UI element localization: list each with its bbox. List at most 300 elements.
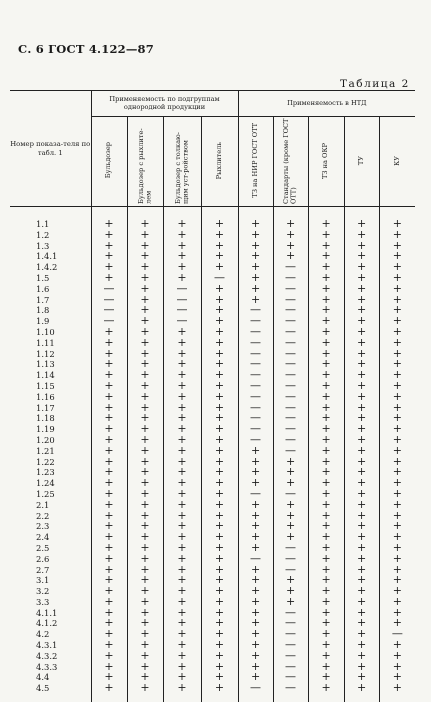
applicability-mark: — <box>273 327 308 338</box>
applicability-mark: + <box>163 251 201 262</box>
applicability-mark: + <box>344 219 379 230</box>
applicability-mark: + <box>344 359 379 370</box>
row-number: 1.16 <box>10 392 91 403</box>
applicability-mark: + <box>379 446 415 457</box>
applicability-mark: + <box>127 586 163 597</box>
applicability-mark: + <box>91 359 127 370</box>
applicability-mark: + <box>379 618 415 629</box>
applicability-mark: + <box>273 241 308 252</box>
applicability-mark: + <box>344 651 379 662</box>
applicability-mark: — <box>238 305 273 316</box>
table-row <box>10 262 415 273</box>
applicability-mark: + <box>308 349 344 360</box>
applicability-mark: + <box>238 219 273 230</box>
applicability-mark: + <box>344 467 379 478</box>
applicability-mark: + <box>379 219 415 230</box>
applicability-mark: + <box>308 219 344 230</box>
applicability-mark: + <box>163 349 201 360</box>
applicability-mark: + <box>201 478 238 489</box>
row-number: 1.5 <box>10 273 91 284</box>
applicability-mark: — <box>273 489 308 500</box>
applicability-mark: + <box>127 284 163 295</box>
applicability-mark: + <box>201 230 238 241</box>
applicability-mark: + <box>201 575 238 586</box>
applicability-mark: + <box>379 316 415 327</box>
applicability-mark: + <box>238 467 273 478</box>
applicability-mark: — <box>273 435 308 446</box>
applicability-mark: + <box>308 618 344 629</box>
applicability-mark: + <box>163 618 201 629</box>
applicability-mark: + <box>308 241 344 252</box>
applicability-mark: + <box>201 413 238 424</box>
applicability-mark: + <box>238 532 273 543</box>
applicability-mark: + <box>308 511 344 522</box>
applicability-mark: + <box>163 651 201 662</box>
applicability-mark: + <box>201 521 238 532</box>
applicability-mark: + <box>238 521 273 532</box>
applicability-mark: — <box>238 349 273 360</box>
applicability-mark: + <box>379 251 415 262</box>
row-number-header <box>10 91 91 207</box>
applicability-mark: + <box>238 457 273 468</box>
applicability-mark: + <box>344 392 379 403</box>
applicability-mark: + <box>308 467 344 478</box>
applicability-mark: + <box>308 327 344 338</box>
row-number: 1.10 <box>10 327 91 338</box>
applicability-mark: + <box>273 500 308 511</box>
applicability-mark: — <box>273 554 308 565</box>
applicability-mark: — <box>273 413 308 424</box>
row-number: 2.2 <box>10 511 91 522</box>
applicability-mark: + <box>163 392 201 403</box>
row-number: 1.13 <box>10 359 91 370</box>
applicability-mark: + <box>308 262 344 273</box>
applicability-mark: + <box>344 554 379 565</box>
row-number: 1.18 <box>10 413 91 424</box>
applicability-mark: + <box>344 478 379 489</box>
table-row <box>10 683 415 694</box>
applicability-mark: + <box>344 597 379 608</box>
applicability-mark: + <box>163 435 201 446</box>
applicability-mark: + <box>238 586 273 597</box>
spacer-cell <box>201 694 238 702</box>
column-header-text: Рыхлитель <box>216 142 223 179</box>
row-number: 2.1 <box>10 500 91 511</box>
applicability-mark: + <box>163 575 201 586</box>
applicability-mark: — <box>273 446 308 457</box>
applicability-mark: + <box>163 230 201 241</box>
spacer-cell <box>273 694 308 702</box>
applicability-mark: — <box>273 381 308 392</box>
applicability-mark: — <box>273 662 308 673</box>
table-row <box>10 597 415 608</box>
row-number: 3.3 <box>10 597 91 608</box>
applicability-mark: + <box>127 640 163 651</box>
applicability-mark: + <box>273 511 308 522</box>
applicability-mark: + <box>344 316 379 327</box>
table-row <box>10 273 415 284</box>
applicability-mark: + <box>127 370 163 381</box>
table-row <box>10 651 415 662</box>
applicability-mark: + <box>238 251 273 262</box>
applicability-mark: + <box>91 230 127 241</box>
applicability-mark: + <box>91 618 127 629</box>
column-header-text: ТУ <box>358 156 365 165</box>
applicability-mark: + <box>163 446 201 457</box>
applicability-mark: + <box>91 683 127 694</box>
table-row <box>10 435 415 446</box>
row-number: 2.7 <box>10 565 91 576</box>
applicability-mark: — <box>273 370 308 381</box>
applicability-mark: + <box>344 543 379 554</box>
applicability-mark: + <box>308 672 344 683</box>
applicability-mark: — <box>273 262 308 273</box>
column-header <box>238 117 273 207</box>
row-number: 1.21 <box>10 446 91 457</box>
applicability-mark: + <box>127 500 163 511</box>
applicability-mark: + <box>127 251 163 262</box>
applicability-mark: + <box>127 413 163 424</box>
applicability-mark: + <box>344 511 379 522</box>
applicability-mark: — <box>91 284 127 295</box>
table-row <box>10 305 415 316</box>
applicability-mark: + <box>379 435 415 446</box>
applicability-mark: + <box>379 467 415 478</box>
applicability-mark: + <box>91 381 127 392</box>
applicability-mark: + <box>91 262 127 273</box>
applicability-mark: + <box>238 651 273 662</box>
applicability-mark: + <box>127 349 163 360</box>
applicability-mark: + <box>91 273 127 284</box>
spacer-cell <box>344 694 379 702</box>
applicability-mark: — <box>273 424 308 435</box>
applicability-mark: + <box>344 424 379 435</box>
spacer-cell <box>238 694 273 702</box>
applicability-mark: + <box>379 672 415 683</box>
column-header-text: Бульдозер с рыхлите-лем <box>138 118 153 204</box>
applicability-mark: + <box>379 424 415 435</box>
applicability-mark: + <box>201 349 238 360</box>
applicability-mark: + <box>201 489 238 500</box>
applicability-mark: + <box>273 597 308 608</box>
applicability-mark: + <box>344 446 379 457</box>
applicability-mark: + <box>127 262 163 273</box>
applicability-mark: + <box>344 295 379 306</box>
applicability-mark: + <box>379 284 415 295</box>
applicability-mark: + <box>127 467 163 478</box>
row-number: 1.1 <box>10 219 91 230</box>
applicability-mark: — <box>238 424 273 435</box>
applicability-mark: + <box>344 273 379 284</box>
spacer-cell <box>308 694 344 702</box>
table-row <box>10 403 415 414</box>
applicability-mark: + <box>238 446 273 457</box>
applicability-mark: + <box>201 511 238 522</box>
applicability-mark: + <box>127 381 163 392</box>
applicability-mark: + <box>91 640 127 651</box>
applicability-mark: — <box>273 359 308 370</box>
table-row <box>10 640 415 651</box>
applicability-mark: + <box>91 327 127 338</box>
applicability-mark: + <box>344 640 379 651</box>
applicability-mark: + <box>308 543 344 554</box>
applicability-mark: + <box>163 521 201 532</box>
applicability-mark: + <box>344 683 379 694</box>
applicability-mark: + <box>91 446 127 457</box>
applicability-mark: + <box>379 370 415 381</box>
applicability-mark: + <box>344 305 379 316</box>
row-number: 2.6 <box>10 554 91 565</box>
row-number: 1.22 <box>10 457 91 468</box>
applicability-mark: + <box>201 543 238 554</box>
applicability-mark: — <box>163 295 201 306</box>
row-number: 1.19 <box>10 424 91 435</box>
applicability-mark: + <box>273 532 308 543</box>
applicability-mark: — <box>201 273 238 284</box>
table-row <box>10 457 415 468</box>
spacer-cell <box>163 694 201 702</box>
table-row <box>10 359 415 370</box>
table-row <box>10 392 415 403</box>
applicability-mark: — <box>273 640 308 651</box>
applicability-mark: + <box>127 295 163 306</box>
applicability-mark: + <box>127 489 163 500</box>
applicability-mark: + <box>163 327 201 338</box>
applicability-mark: + <box>238 629 273 640</box>
table-body <box>10 207 415 702</box>
applicability-mark: + <box>91 251 127 262</box>
column-header <box>273 117 308 207</box>
applicability-mark: + <box>127 511 163 522</box>
applicability-mark: + <box>379 305 415 316</box>
applicability-mark: + <box>127 316 163 327</box>
applicability-mark: + <box>91 392 127 403</box>
applicability-mark: + <box>308 316 344 327</box>
applicability-mark: + <box>308 521 344 532</box>
applicability-mark: + <box>127 478 163 489</box>
applicability-mark: + <box>379 500 415 511</box>
applicability-mark: + <box>379 241 415 252</box>
applicability-mark: + <box>379 403 415 414</box>
applicability-mark: + <box>201 251 238 262</box>
table-row <box>10 446 415 457</box>
row-number: 1.7 <box>10 295 91 306</box>
applicability-mark: + <box>163 662 201 673</box>
applicability-mark: — <box>91 316 127 327</box>
applicability-table <box>10 90 415 702</box>
applicability-mark: + <box>91 554 127 565</box>
spacer-cell <box>10 207 91 220</box>
applicability-mark: — <box>273 284 308 295</box>
applicability-mark: + <box>127 662 163 673</box>
table-row <box>10 219 415 230</box>
applicability-mark: + <box>344 500 379 511</box>
applicability-mark: — <box>273 618 308 629</box>
applicability-mark: + <box>163 413 201 424</box>
applicability-mark: + <box>344 629 379 640</box>
applicability-mark: + <box>91 435 127 446</box>
applicability-mark: + <box>201 338 238 349</box>
applicability-mark: — <box>238 359 273 370</box>
column-header <box>127 117 163 207</box>
applicability-mark: + <box>163 511 201 522</box>
row-number: 4.4 <box>10 672 91 683</box>
applicability-mark: + <box>163 543 201 554</box>
applicability-mark: + <box>273 251 308 262</box>
applicability-mark: + <box>127 392 163 403</box>
applicability-mark: + <box>201 392 238 403</box>
row-number-header-text: Номер показа-теля по табл. 1 <box>10 140 90 156</box>
column-header-text: Стандарты (кроме ГОСТ ОТТ) <box>283 118 298 204</box>
applicability-mark: + <box>91 424 127 435</box>
applicability-mark: + <box>163 629 201 640</box>
applicability-mark: + <box>308 478 344 489</box>
page-header: С. 6 ГОСТ 4.122—87 <box>18 42 154 56</box>
applicability-mark: + <box>344 230 379 241</box>
applicability-mark: + <box>238 575 273 586</box>
applicability-mark: + <box>238 543 273 554</box>
group-header-subgroups-text: Применяемость по подгруппам однородной продукции <box>109 95 219 111</box>
applicability-mark: + <box>273 230 308 241</box>
row-number: 1.23 <box>10 467 91 478</box>
table-row <box>10 629 415 640</box>
applicability-mark: + <box>308 575 344 586</box>
applicability-mark: + <box>163 532 201 543</box>
applicability-mark: — <box>238 381 273 392</box>
applicability-mark: + <box>127 629 163 640</box>
applicability-mark: + <box>163 457 201 468</box>
group-header-ntd <box>238 91 415 117</box>
applicability-mark: + <box>127 672 163 683</box>
applicability-mark: + <box>238 618 273 629</box>
applicability-mark: + <box>379 413 415 424</box>
applicability-mark: + <box>308 273 344 284</box>
applicability-mark: + <box>201 435 238 446</box>
applicability-mark: + <box>379 543 415 554</box>
applicability-mark: + <box>308 662 344 673</box>
row-number: 2.4 <box>10 532 91 543</box>
table-row <box>10 327 415 338</box>
applicability-mark: + <box>201 640 238 651</box>
table-row <box>10 316 415 327</box>
applicability-mark: + <box>201 370 238 381</box>
column-header <box>379 117 415 207</box>
applicability-mark: + <box>379 521 415 532</box>
row-number: 2.3 <box>10 521 91 532</box>
table-row <box>10 467 415 478</box>
applicability-mark: + <box>201 424 238 435</box>
applicability-mark: + <box>201 241 238 252</box>
table-row <box>10 284 415 295</box>
applicability-mark: + <box>91 521 127 532</box>
applicability-mark: + <box>201 457 238 468</box>
row-number: 1.4.1 <box>10 251 91 262</box>
applicability-mark: + <box>308 370 344 381</box>
column-header-text: ТЗ на ОКР <box>322 143 329 179</box>
applicability-mark: + <box>201 597 238 608</box>
column-header-text: ТЗ на НИР ГОСТ ОТТ <box>252 123 259 198</box>
applicability-mark: + <box>308 608 344 619</box>
applicability-mark: + <box>379 640 415 651</box>
applicability-mark: + <box>201 672 238 683</box>
applicability-mark: — <box>163 316 201 327</box>
applicability-mark: + <box>344 370 379 381</box>
applicability-mark: + <box>127 273 163 284</box>
applicability-mark: + <box>163 241 201 252</box>
table-row <box>10 608 415 619</box>
applicability-mark: + <box>344 327 379 338</box>
table-row <box>10 565 415 576</box>
applicability-mark: — <box>163 284 201 295</box>
applicability-mark: + <box>344 457 379 468</box>
applicability-mark: + <box>163 370 201 381</box>
applicability-mark: + <box>273 575 308 586</box>
applicability-mark: + <box>238 608 273 619</box>
applicability-mark: + <box>308 381 344 392</box>
applicability-mark: + <box>308 295 344 306</box>
applicability-mark: — <box>238 327 273 338</box>
applicability-mark: + <box>91 597 127 608</box>
applicability-mark: + <box>308 392 344 403</box>
applicability-mark: + <box>238 500 273 511</box>
applicability-mark: + <box>91 370 127 381</box>
applicability-mark: + <box>201 305 238 316</box>
applicability-mark: + <box>238 241 273 252</box>
table-spacer-row <box>10 207 415 220</box>
applicability-mark: + <box>344 662 379 673</box>
applicability-mark: + <box>127 219 163 230</box>
applicability-mark: — <box>273 629 308 640</box>
applicability-mark: + <box>163 219 201 230</box>
column-header-text: КУ <box>394 156 401 166</box>
applicability-mark: — <box>238 370 273 381</box>
applicability-mark: + <box>344 575 379 586</box>
table-row <box>10 241 415 252</box>
group-header-ntd-text: Применяемость в НТД <box>287 99 366 107</box>
applicability-mark: + <box>201 554 238 565</box>
applicability-mark: + <box>238 273 273 284</box>
table-row <box>10 500 415 511</box>
applicability-mark: + <box>91 543 127 554</box>
row-number: 1.8 <box>10 305 91 316</box>
applicability-mark: + <box>344 565 379 576</box>
applicability-mark: + <box>379 262 415 273</box>
applicability-mark: + <box>344 521 379 532</box>
applicability-mark: — <box>273 392 308 403</box>
applicability-mark: — <box>273 305 308 316</box>
table-row <box>10 295 415 306</box>
applicability-mark: + <box>308 251 344 262</box>
applicability-mark: — <box>238 435 273 446</box>
column-header-text: Бульдозер <box>105 142 112 178</box>
applicability-mark: + <box>201 618 238 629</box>
applicability-mark: + <box>201 586 238 597</box>
applicability-mark: + <box>91 511 127 522</box>
applicability-mark: + <box>127 424 163 435</box>
applicability-mark: + <box>127 338 163 349</box>
row-number: 1.2 <box>10 230 91 241</box>
applicability-mark: + <box>91 608 127 619</box>
spacer-cell <box>127 694 163 702</box>
applicability-mark: + <box>379 478 415 489</box>
applicability-mark: + <box>163 478 201 489</box>
applicability-mark: + <box>127 403 163 414</box>
applicability-mark: + <box>163 489 201 500</box>
applicability-mark: + <box>379 392 415 403</box>
table-row <box>10 662 415 673</box>
applicability-mark: + <box>201 403 238 414</box>
table-row <box>10 586 415 597</box>
